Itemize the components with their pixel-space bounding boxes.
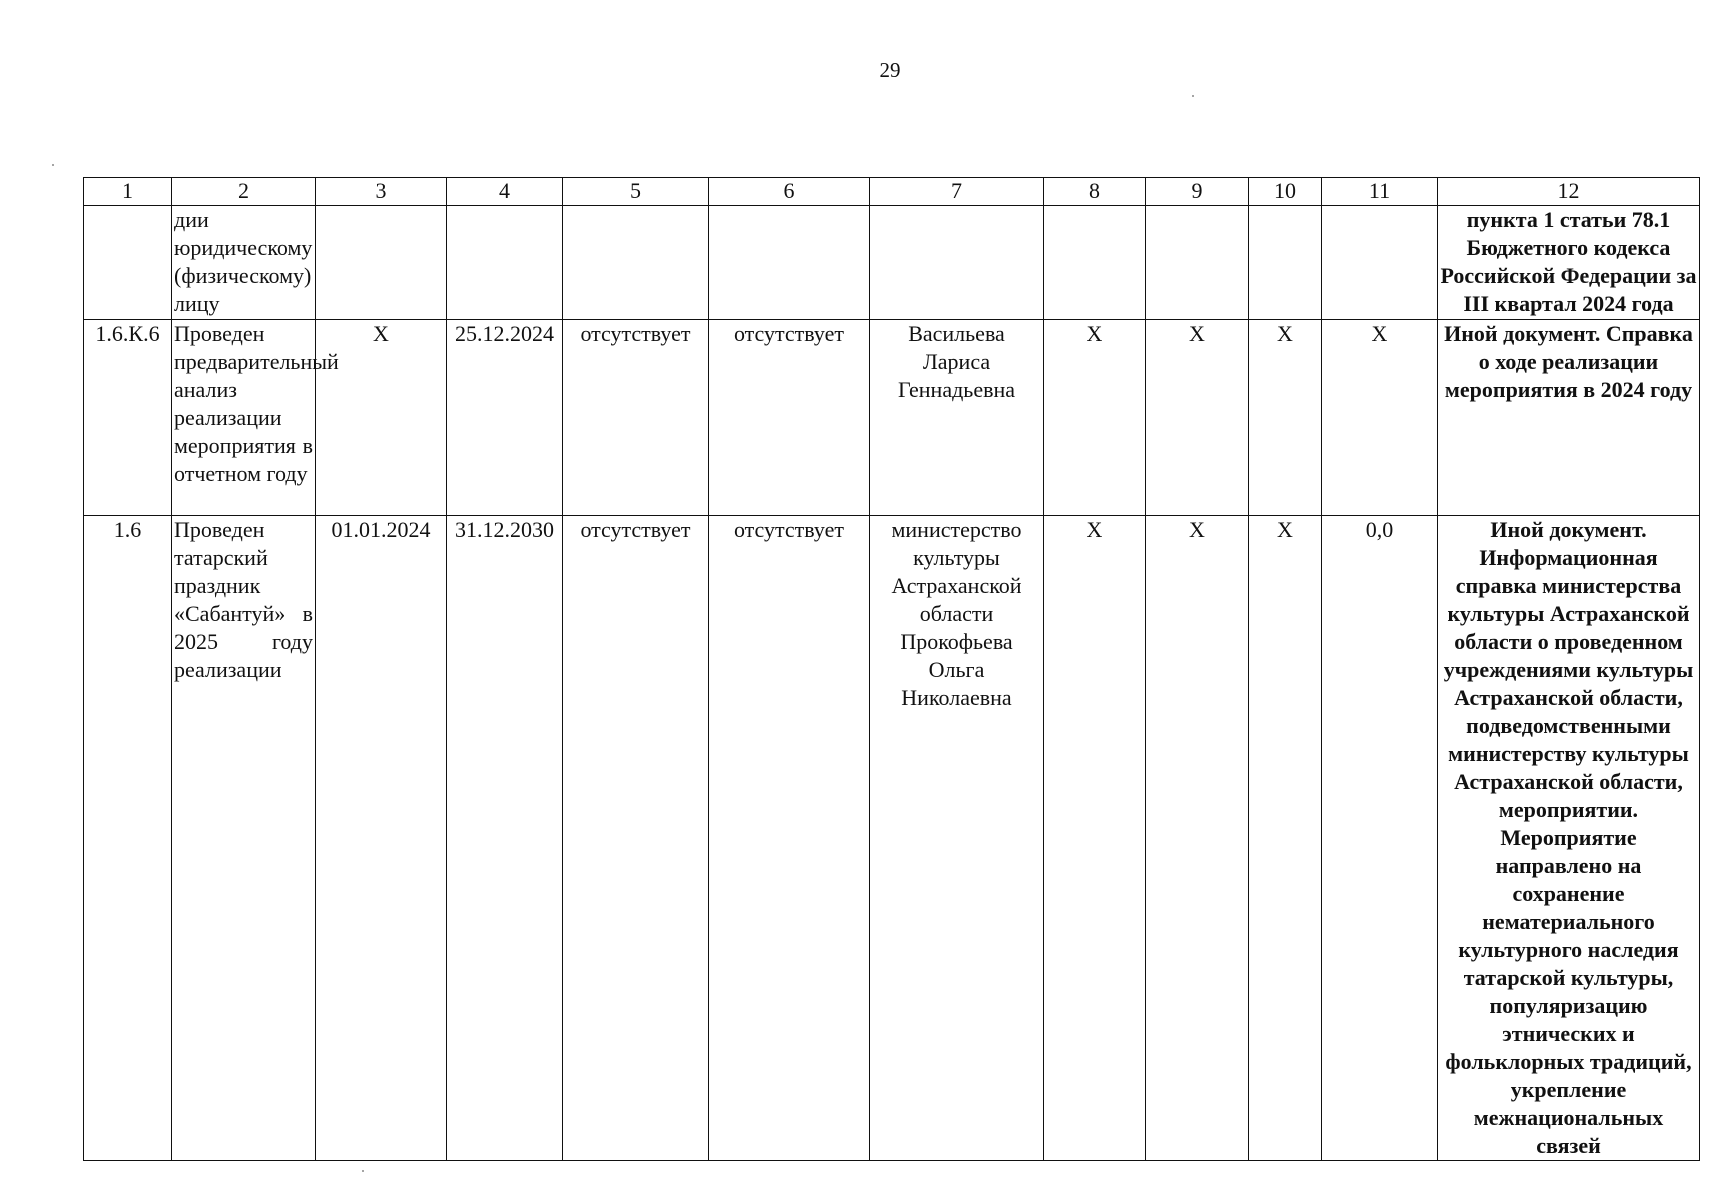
cell-start-date: 01.01.2024 — [316, 516, 447, 1161]
cell-col11: 0,0 — [1322, 516, 1438, 1161]
cell-document: Иной документ. Информационная справка министерства культуры Астраханской области о проведенном учреждениями культуры Астраханской области, подведомственными министерству культуры Астраханской области, мероприятии. Мероприятие направлено на сохранение нематериального культурного наследия татарской культуры, популяризацию этнических и фольклорных традиций, укрепление межнациональных связей — [1438, 516, 1700, 1161]
cell-col8: X — [1044, 516, 1146, 1161]
cell-col8: X — [1044, 320, 1146, 516]
cell-responsible — [870, 206, 1044, 320]
col-header: 9 — [1146, 178, 1249, 206]
cell-col9: X — [1146, 516, 1249, 1161]
cell-result-name: Проведен татарский праздник «Сабантуй» в 2025 году реализации — [172, 516, 316, 1161]
table-row — [84, 320, 1700, 516]
page-number: 29 — [879, 58, 901, 82]
col-header: 11 — [1322, 178, 1438, 206]
col-header: 5 — [563, 178, 709, 206]
cell-col10: X — [1249, 320, 1322, 516]
col-header: 4 — [447, 178, 563, 206]
cell-end-date: 25.12.2024 — [447, 320, 563, 516]
cell-col9 — [1146, 206, 1249, 320]
col-header: 7 — [870, 178, 1044, 206]
cell-document: Иной документ. Справка о ходе реализации мероприятия в 2024 году — [1438, 320, 1700, 516]
cell-col6: отсутствует — [709, 516, 870, 1161]
cell-start-date: X — [316, 320, 447, 516]
cell-col5 — [563, 206, 709, 320]
cell-col11: X — [1322, 320, 1438, 516]
col-header: 10 — [1249, 178, 1322, 206]
cell-responsible: Васильева Лариса Геннадьевна — [870, 320, 1044, 516]
cell-col6 — [709, 206, 870, 320]
cell-col5: отсутствует — [563, 320, 709, 516]
cell-end-date — [447, 206, 563, 320]
data-table — [83, 177, 1700, 1161]
table-row — [84, 206, 1700, 320]
col-header: 6 — [709, 178, 870, 206]
cell-start-date — [316, 206, 447, 320]
cell-end-date: 31.12.2030 — [447, 516, 563, 1161]
col-header: 12 — [1438, 178, 1700, 206]
scan-speck — [1192, 95, 1194, 97]
col-header: 1 — [84, 178, 172, 206]
cell-document: пункта 1 статьи 78.1 Бюджетного кодекса Российской Федерации за III квартал 2024 года — [1438, 206, 1700, 320]
cell-number — [84, 206, 172, 320]
cell-result-name: дии юридическому (физическому) лицу — [172, 206, 316, 320]
scan-speck — [52, 164, 54, 166]
cell-col11 — [1322, 206, 1438, 320]
cell-col9: X — [1146, 320, 1249, 516]
table-row — [84, 516, 1700, 1161]
cell-number: 1.6.К.6 — [84, 320, 172, 516]
cell-number: 1.6 — [84, 516, 172, 1161]
cell-responsible: министерство культуры Астраханской области Прокофьева Ольга Николаевна — [870, 516, 1044, 1161]
cell-result-name: Проведен предварительный анализ реализации мероприятия в отчетном году — [172, 320, 316, 516]
cell-col5: отсутствует — [563, 516, 709, 1161]
header-row — [84, 178, 1700, 206]
cell-col8 — [1044, 206, 1146, 320]
cell-col6: отсутствует — [709, 320, 870, 516]
scan-speck — [362, 1170, 364, 1172]
col-header: 2 — [172, 178, 316, 206]
col-header: 3 — [316, 178, 447, 206]
cell-col10: X — [1249, 516, 1322, 1161]
cell-col10 — [1249, 206, 1322, 320]
col-header: 8 — [1044, 178, 1146, 206]
